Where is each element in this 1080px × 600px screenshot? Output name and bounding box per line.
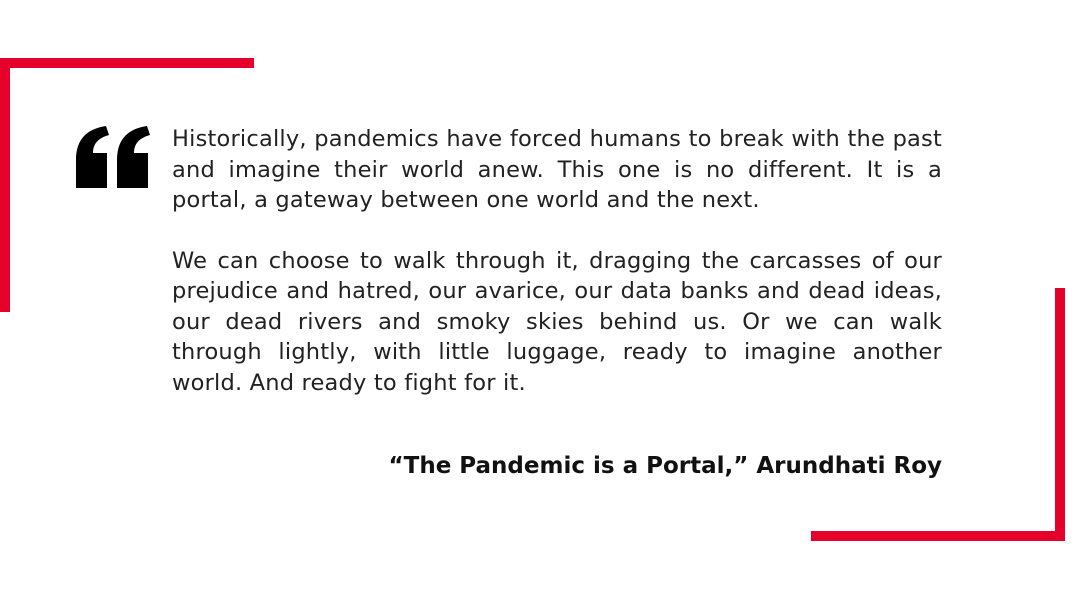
top-left-bracket-horizontal — [0, 58, 254, 68]
top-left-bracket-vertical — [0, 58, 10, 312]
open-double-quote-icon — [76, 126, 150, 188]
bottom-right-bracket-horizontal — [811, 531, 1065, 541]
quote-paragraph-2: We can choose to walk through it, dragging the carcasses of our prejudice and hatred, our avarice, our data banks and dead ideas, our dead rivers and smoky skies behind us. Or we can walk through lightly, with little luggage, ready to imagine another world. And ready to fight for it. — [172, 247, 942, 396]
quote-paragraph-1: Historically, pandemics have forced humans to break with the past and imagine their world anew. This one is no different. It is a portal, a gateway between one world and the next. — [172, 126, 942, 213]
quote-text — [172, 124, 942, 398]
quote-attribution: “The Pandemic is a Portal,” Arundhati Roy — [388, 453, 942, 479]
bottom-right-bracket-vertical — [1055, 288, 1065, 541]
